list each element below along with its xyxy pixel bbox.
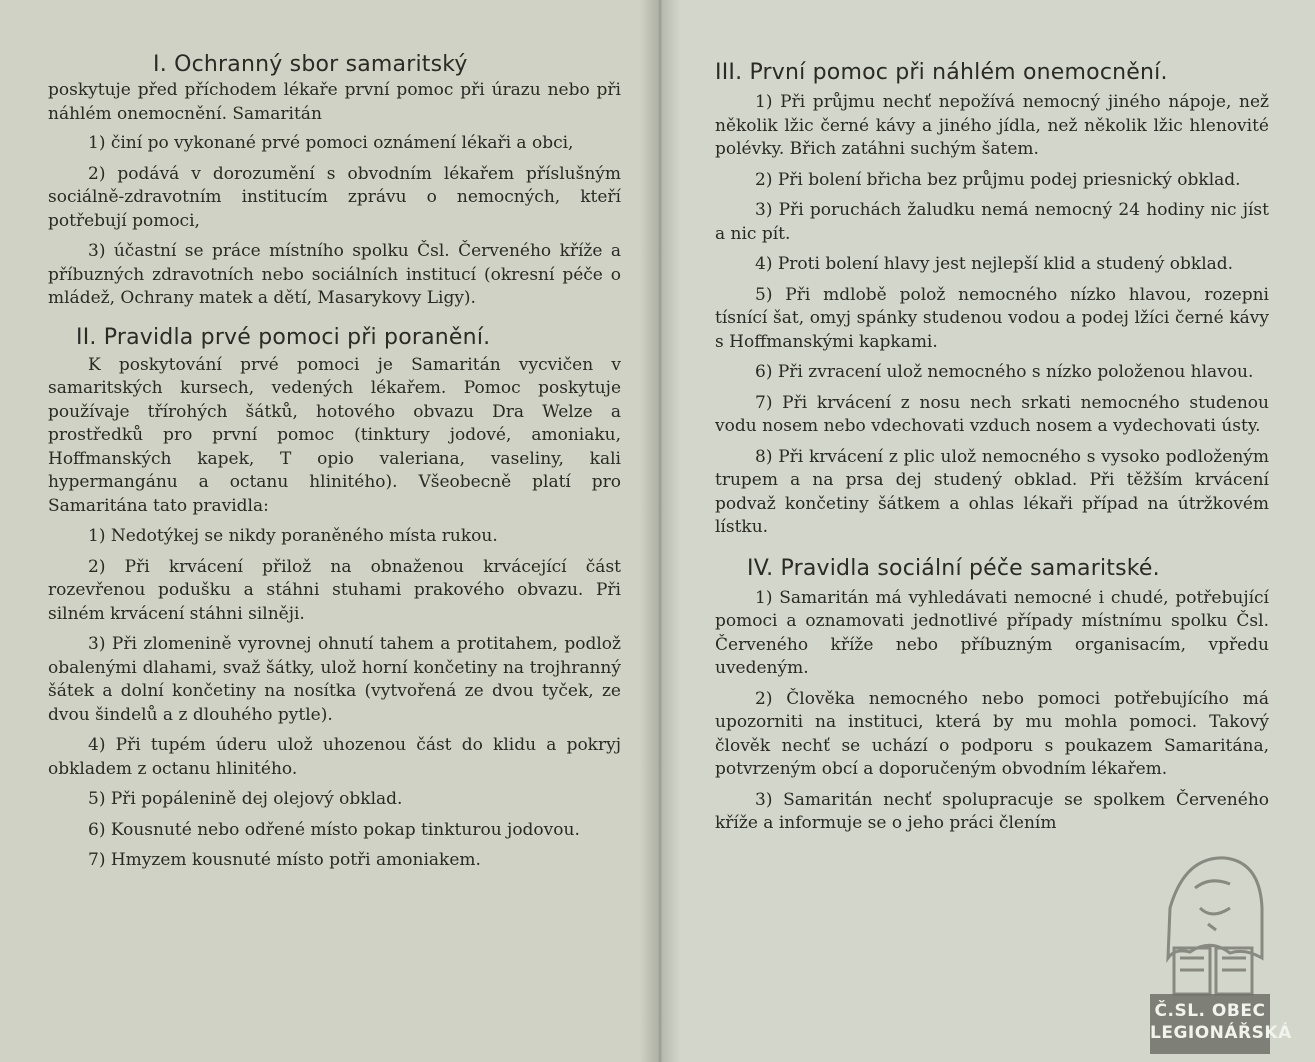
section-3-item: 5) Při mdlobě polož nemocného nízko hlavou, rozepni tísnící šat, omyj spánky studenou vodou a podej lžíci černé kávy s Hoffmanskými kapkami.: [715, 284, 1269, 352]
section-3-item: 1) Při průjmu nechť nepožívá nemocný jiného nápoje, než několik lžic černé kávy a jiného jídla, než několik lžic hlenovité polévky. Břich zatáhni suchým šatem.: [715, 92, 1269, 159]
section-1-item: 2) podává v dorozumění s obvodním lékařem příslušným sociálně-zdravotním institucím zprávu o nemocných, kteří potřebují pomoci,: [48, 163, 621, 231]
section-3-item: 3) Při poruchách žaludku nemá nemocný 24 hodiny nic jíst a nic pít.: [715, 200, 1269, 244]
watermark-line-2: LEGIONÁŘSKÁ: [1150, 1023, 1292, 1043]
section-1-item: 3) účastní se práce místního spolku Čsl. Červeného kříže a příbuzných zdravotních nebo sociálních institucí (okresní péče o mládež, Ochrany matek a dětí, Masarykovy Ligy).: [48, 241, 621, 308]
section-3-item: 6) Při zvracení ulož nemocného s nízko položenou hlavou.: [755, 362, 1254, 382]
watermark-line-1: Č.SL. OBEC: [1154, 1001, 1266, 1021]
section-2-intro: K poskytování prvé pomoci je Samaritán vycvičen v samaritských kursech, vedených lékařem. Pomoc poskytuje používaje třírohých šátků, hotového obvazu Dra Welze a prostředků pro první pomoc (tinktury jodové, amoniaku, Hoffmanských kapek, T opio valeriana, vaseliny, kali hypermangánu a octanu hlinitého). Všeobecně platí pro Samaritána tato pravidla:: [48, 354, 621, 516]
section-2-item: 3) Při zlomenině vyrovnej ohnutí tahem a protitahem, podlož obalenými dlahami, svaž šátky, ulož horní končetiny na trojhranný šátek a dolní končetiny na nosítka (vytvořená ze dvou tyček, ze dvou šindelů a z dlouhého pytle).: [48, 634, 621, 725]
section-3-item: 4) Proti bolení hlavy jest nejlepší klid a studený obklad.: [755, 254, 1234, 274]
page-gutter: [640, 0, 680, 1062]
section-3-item: 8) Při krvácení z plic ulož nemocného s vysoko podloženým trupem a na prsa dej studený obklad. Při těžším krvácení podvaž končetiny šátkem a ohlas lékaři případ na útržkovém lístku.: [715, 446, 1269, 537]
section-3-item: 7) Při krvácení z nosu nech srkati nemocného studenou vodu nosem nebo vdechovati vzduch nosem a vydechovati ústy.: [715, 392, 1269, 436]
section-2-item: 7) Hmyzem kousnuté místo potři amoniakem.: [88, 850, 481, 870]
section-2-item: 6) Kousnuté nebo odřené místo pokap tinkturou jodovou.: [88, 819, 580, 840]
section-4-item: 2) Člověka nemocného nebo pomoci potřebujícího má upozorniti na instituci, která by mu mohla pomoci. Takový člověk nechť se uchází o podporu s poukazem Samaritána, potvrzeným obcí a doporučeným obvodním lékařem.: [715, 688, 1269, 779]
section-2-heading: II. Pravidla prvé pomoci při poranění.: [76, 324, 491, 350]
watermark-text: [1150, 1000, 1292, 1044]
section-3-item: 2) Při bolení břicha bez průjmu podej priesnický obklad.: [755, 169, 1241, 190]
section-2-item: 2) Při krvácení přilož na obnaženou krvácející část rozevřenou podušku a stáhni stuhami prakového obvazu. Při silném krvácení stáhni silněji.: [48, 556, 621, 624]
section-3-heading: III. První pomoc při náhlém onemocnění.: [715, 60, 1168, 85]
section-1-heading: I. Ochranný sbor samaritský: [153, 52, 468, 77]
left-page: [0, 0, 657, 1062]
section-2-item: 4) Při tupém úderu ulož uhozenou část do klidu a pokryj obkladem z octanu hlinitého.: [48, 735, 621, 779]
section-1-item: 1) činí po vykonané prvé pomoci oznámení lékaři a obci,: [88, 133, 574, 153]
section-4-item: 3) Samaritán nechť spolupracuje se spolkem Červeného kříže a informuje se o jeho práci člením: [715, 789, 1269, 833]
section-4-heading: IV. Pravidla sociální péče samaritské.: [747, 555, 1160, 581]
section-2-item: 1) Nedotýkej se nikdy poraněného místa rukou.: [88, 526, 498, 546]
section-4-item: 1) Samaritán má vyhledávati nemocné i chudé, potřebující pomoci a oznamovati jednotlivé případy místnímu spolku Čsl. Červeného kříže nebo příbuzným organisacím, vpředu uvedeným.: [715, 587, 1269, 678]
section-2-item: 5) Při popálenině dej olejový obklad.: [88, 789, 403, 809]
section-1-intro: poskytuje před příchodem lékaře první pomoc při úrazu nebo při náhlém onemocnění. Samaritán: [48, 80, 621, 124]
